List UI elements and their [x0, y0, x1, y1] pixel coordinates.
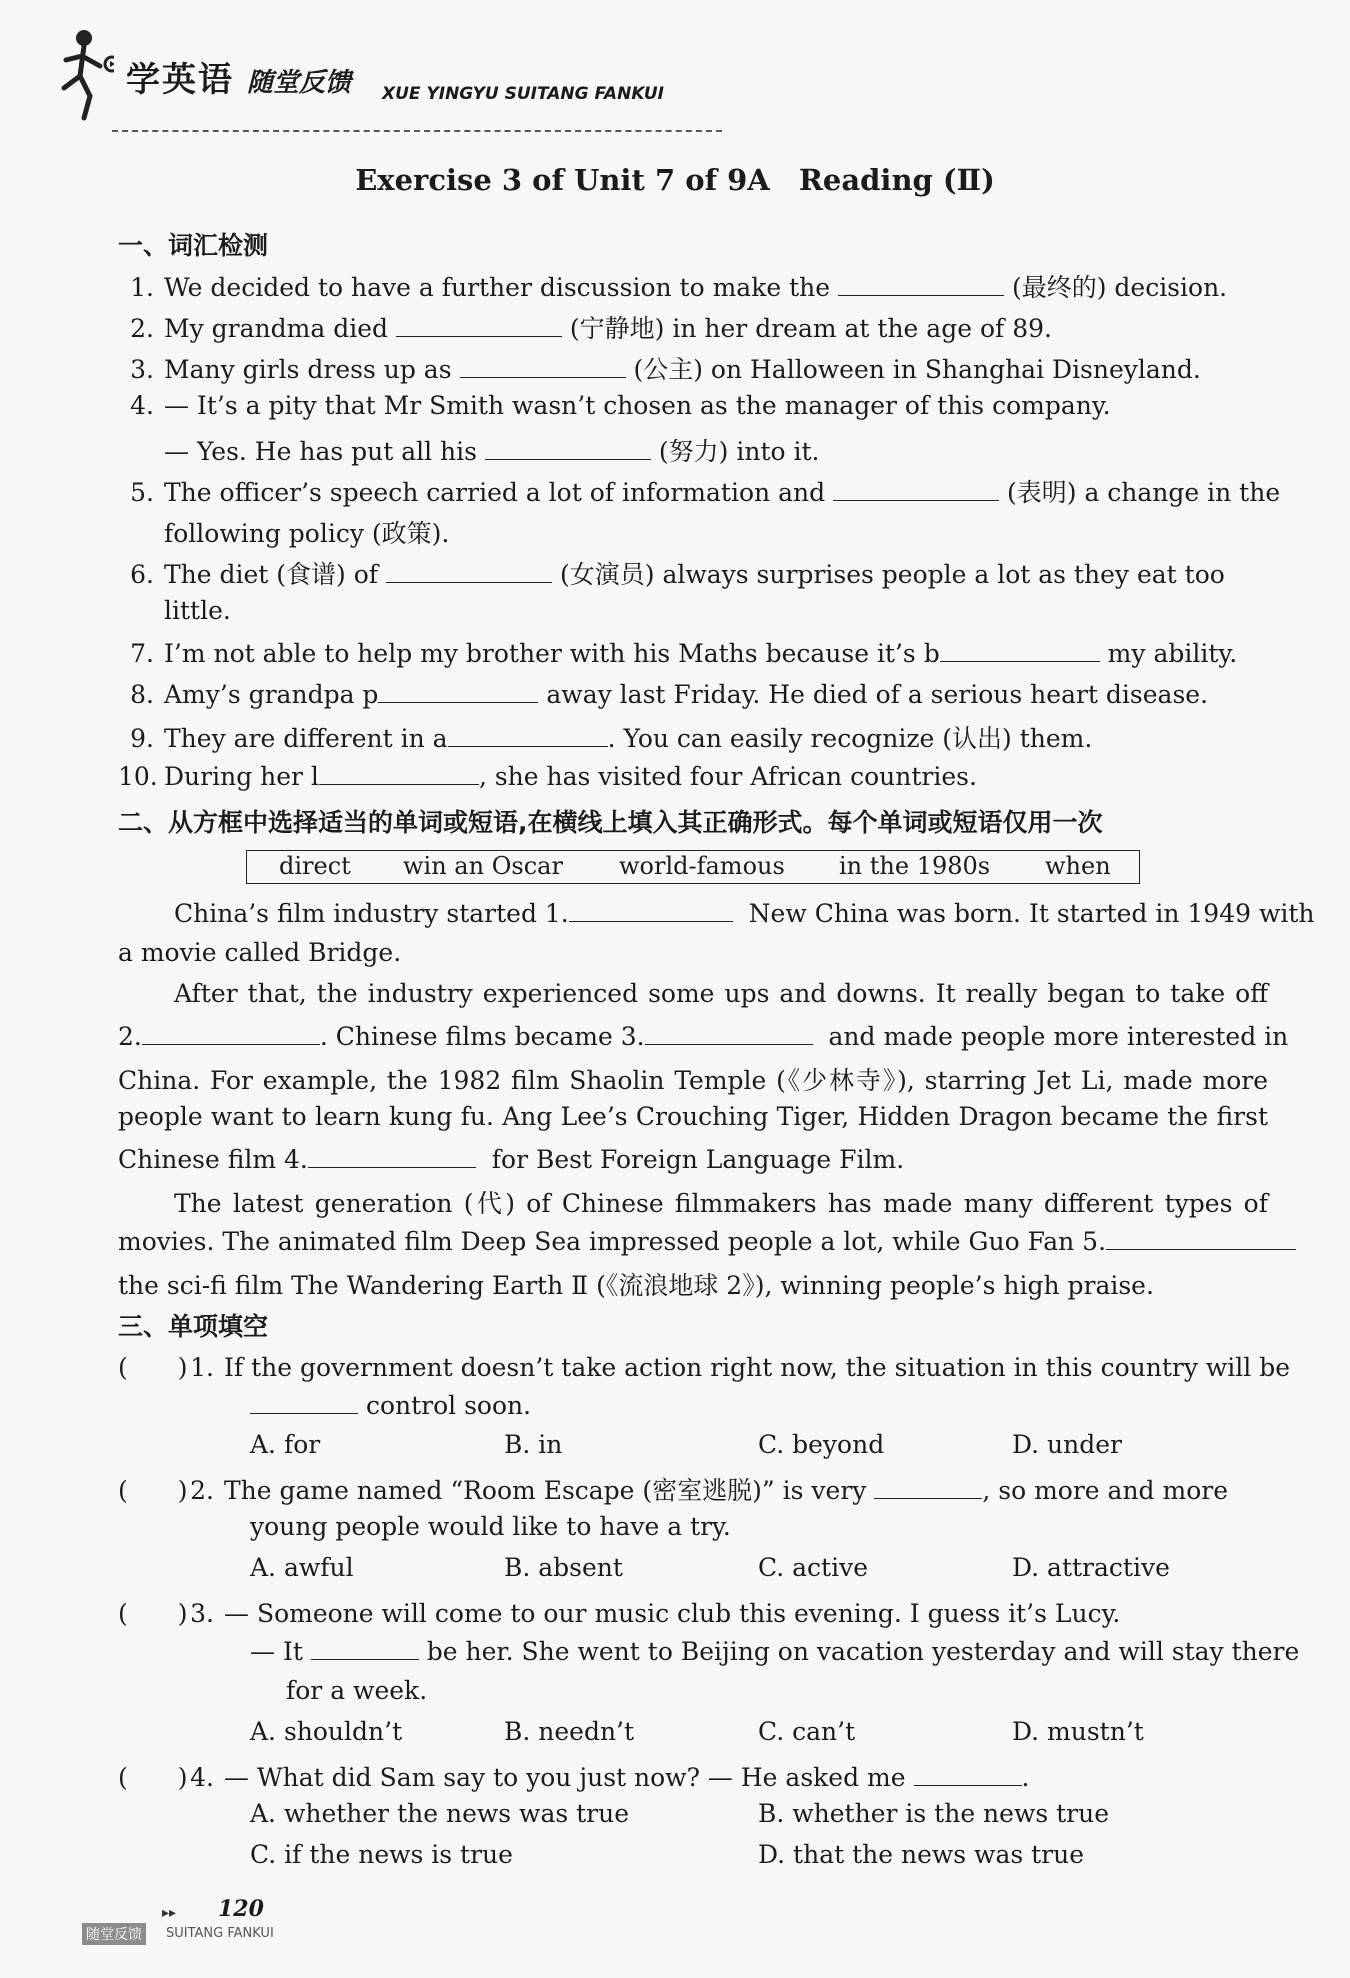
- mc-question-3: ( ) 3. — Someone will come to our music club this evening. I guess it’s Lucy.: [118, 1594, 1120, 1630]
- answer-blank[interactable]: [485, 435, 651, 460]
- vocab-item-1: 1. We decided to have a further discussion to make the (最终的) decision.: [130, 273, 1228, 302]
- answer-blank[interactable]: [142, 1020, 320, 1045]
- vocab-item-2: 2. My grandma died (宁静地) in her dream at the age of 89.: [130, 314, 1052, 343]
- answer-blank[interactable]: [311, 1635, 419, 1660]
- word-box-item: direct: [279, 852, 351, 880]
- answer-paren[interactable]: ( ): [118, 1599, 188, 1628]
- option-b[interactable]: B. needn’t: [504, 1717, 635, 1746]
- answer-blank[interactable]: [378, 678, 538, 703]
- word-box-item: world-famous: [619, 852, 785, 880]
- answer-blank[interactable]: [386, 558, 552, 583]
- passage-line: The latest generation (代) of Chinese filmmakers has made many different types of: [174, 1189, 1268, 1218]
- option-d[interactable]: D. under: [1012, 1430, 1122, 1459]
- option-d[interactable]: D. that the news was true: [758, 1840, 1085, 1869]
- vocab-item-7: 7. I’m not able to help my brother with his Maths because it’s b my ability.: [130, 639, 1238, 668]
- answer-blank[interactable]: [833, 476, 999, 501]
- header-cn-subtitle: 随堂反馈: [247, 68, 352, 98]
- passage-line: people want to learn kung fu. Ang Lee’s Crouching Tiger, Hidden Dragon became the first: [118, 1102, 1268, 1131]
- section-2-heading: 二、从方框中选择适当的单词或短语,在横线上填入其正确形式。每个单词或短语仅用一次: [118, 808, 1103, 837]
- word-box-item: win an Oscar: [403, 852, 563, 880]
- vocab-item-3: 3. Many girls dress up as (公主) on Halloween in Shanghai Disneyland.: [130, 355, 1201, 384]
- option-c[interactable]: C. active: [758, 1553, 868, 1582]
- footer-tag: 随堂反馈: [82, 1923, 146, 1945]
- answer-blank[interactable]: [319, 760, 479, 785]
- mc-question-1: ( ) 1. If the government doesn’t take action right now, the situation in this country will be: [118, 1348, 1290, 1384]
- passage-line: China. For example, the 1982 film Shaolin Temple (《少林寺》), starring Jet Li, made more: [118, 1066, 1268, 1095]
- vocab-item-4-reply: — Yes. He has put all his (努力) into it.: [164, 437, 820, 466]
- option-a[interactable]: A. whether the news was true: [250, 1799, 630, 1828]
- vocab-item-10: 10. During her l , she has visited four African countries.: [118, 762, 977, 791]
- option-a[interactable]: A. awful: [250, 1553, 354, 1582]
- passage-line: After that, the industry experienced some ups and downs. It really began to take off: [174, 979, 1268, 1008]
- passage-line: China’s film industry started 1. New China was born. It started in 1949 with: [174, 899, 1315, 928]
- answer-blank[interactable]: [308, 1143, 476, 1168]
- option-a[interactable]: A. for: [250, 1430, 321, 1459]
- option-c[interactable]: C. if the news is true: [250, 1840, 513, 1869]
- answer-blank[interactable]: [1106, 1225, 1296, 1250]
- option-b[interactable]: B. whether is the news true: [758, 1799, 1110, 1828]
- answer-paren[interactable]: ( ): [118, 1763, 188, 1792]
- answer-blank[interactable]: [396, 312, 562, 337]
- vocab-item-5-cont: following policy (政策).: [164, 519, 450, 548]
- page-number: 120: [218, 1896, 264, 1922]
- vocab-item-5: 5. The officer’s speech carried a lot of information and (表明) a change in the: [130, 478, 1281, 507]
- passage-line: 2. . Chinese films became 3. and made people more interested in: [118, 1022, 1289, 1051]
- answer-blank[interactable]: [569, 897, 733, 922]
- answer-blank[interactable]: [940, 637, 1100, 662]
- passage-line: a movie called Bridge.: [118, 938, 402, 967]
- footer-arrow-icon: ▸▸: [162, 1905, 177, 1921]
- option-b[interactable]: B. absent: [504, 1553, 623, 1582]
- option-c[interactable]: C. can’t: [758, 1717, 856, 1746]
- option-b[interactable]: B. in: [504, 1430, 563, 1459]
- answer-blank[interactable]: [460, 353, 626, 378]
- answer-paren[interactable]: ( ): [118, 1353, 188, 1382]
- answer-blank[interactable]: [448, 722, 608, 747]
- vocab-item-6-cont: little.: [164, 596, 231, 625]
- option-d[interactable]: D. mustn’t: [1012, 1717, 1144, 1746]
- mc-question-2-cont: young people would like to have a try.: [250, 1512, 731, 1541]
- page-title: Exercise 3 of Unit 7 of 9A Reading (Ⅱ): [355, 163, 995, 197]
- mc-question-2: ( ) 2. The game named “Room Escape (密室逃脱)” is very , so more and more: [118, 1471, 1228, 1507]
- runner-logo-icon: [54, 26, 114, 122]
- answer-blank[interactable]: [874, 1474, 982, 1499]
- passage-line: the sci-fi film The Wandering Earth Ⅱ (《流浪地球 2》), winning people’s high praise.: [118, 1271, 1154, 1300]
- header-divider: [112, 130, 722, 132]
- option-a[interactable]: A. shouldn’t: [250, 1717, 403, 1746]
- word-box: [246, 850, 1140, 884]
- mc-question-3-cont: for a week.: [286, 1676, 428, 1705]
- vocab-item-8: 8. Amy’s grandpa p away last Friday. He died of a serious heart disease.: [130, 680, 1209, 709]
- vocab-item-9: 9. They are different in a . You can easily recognize (认出) them.: [130, 724, 1093, 753]
- mc-question-3-reply: — It be her. She went to Beijing on vacation yesterday and will stay there: [250, 1637, 1300, 1666]
- page-header: [54, 22, 694, 132]
- option-c[interactable]: C. beyond: [758, 1430, 885, 1459]
- answer-blank[interactable]: [250, 1389, 358, 1414]
- answer-blank[interactable]: [838, 271, 1004, 296]
- vocab-item-6: 6. The diet (食谱) of (女演员) always surprises people a lot as they eat too: [130, 560, 1225, 589]
- passage-line: movies. The animated film Deep Sea impressed people a lot, while Guo Fan 5.: [118, 1225, 1296, 1256]
- option-d[interactable]: D. attractive: [1012, 1553, 1170, 1582]
- vocab-item-4: 4. — It’s a pity that Mr Smith wasn’t chosen as the manager of this company.: [130, 391, 1111, 420]
- section-3-heading: 三、单项填空: [118, 1312, 269, 1341]
- header-cn-title: 学英语: [126, 60, 234, 100]
- answer-blank[interactable]: [914, 1761, 1022, 1786]
- footer-tag-en: SUITANG FANKUI: [166, 1926, 274, 1941]
- answer-paren[interactable]: ( ): [118, 1476, 188, 1505]
- header-en-title: XUE YINGYU SUITANG FANKUI: [382, 84, 665, 104]
- mc-question-4: ( ) 4. — What did Sam say to you just now? — He asked me .: [118, 1758, 1029, 1794]
- section-1-heading: 一、词汇检测: [118, 231, 269, 260]
- mc-question-1-cont: control soon.: [250, 1389, 531, 1420]
- word-box-item: in the 1980s: [839, 852, 991, 880]
- answer-blank[interactable]: [645, 1020, 813, 1045]
- passage-line: Chinese film 4. for Best Foreign Language Film.: [118, 1145, 905, 1174]
- word-box-item: when: [1045, 852, 1111, 880]
